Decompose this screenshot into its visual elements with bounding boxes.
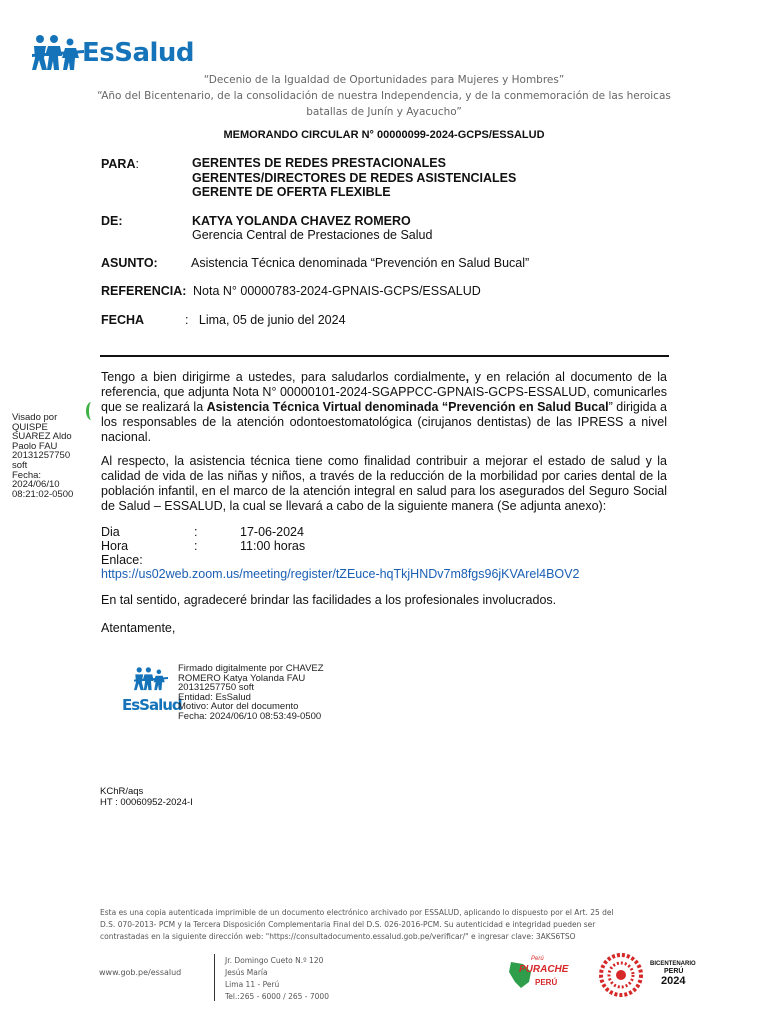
badge-text: PURACHE bbox=[519, 964, 569, 975]
p1-text: Tengo a bien dirigirme a ustedes, para saludarlos cordialmente bbox=[101, 370, 466, 384]
stamp-line: SUAREZ Aldo bbox=[12, 431, 72, 443]
para-line: GERENTES DE REDES PRESTACIONALES bbox=[192, 156, 446, 170]
body-paragraph-1 bbox=[101, 370, 667, 445]
address-line: Jesús María bbox=[225, 968, 268, 977]
fecha-label: FECHA bbox=[101, 313, 145, 327]
note-line: D.S. 070-2013- PCM y la Tercera Disposición Complementaria Final del D.S. 026-2016-PCM. Su autenticidad e integridad pueden ser bbox=[100, 920, 596, 929]
fecha-value: : Lima, 05 de junio del 2024 bbox=[185, 313, 346, 327]
address-line: Tel.:265 - 6000 / 265 - 7000 bbox=[225, 992, 329, 1001]
authenticity-note bbox=[100, 907, 670, 943]
asunto-value: Asistencia Técnica denominada “Prevención en Salud Bucal” bbox=[191, 256, 530, 270]
body-paragraph-3: En tal sentido, agradeceré brindar las facilidades a los profesionales involucrados. bbox=[101, 593, 557, 607]
stamp-line: 2024/06/10 bbox=[12, 479, 60, 491]
bicentenario-rosette-icon bbox=[598, 952, 644, 998]
de-name: KATYA YOLANDA CHAVEZ ROMERO bbox=[192, 214, 411, 228]
badge-text: PERÚ bbox=[664, 968, 684, 975]
hora-value: 11:00 horas bbox=[240, 539, 306, 553]
enlace-label: Enlace: bbox=[101, 553, 143, 567]
signature-logo-wordmark: EsSalud bbox=[122, 696, 182, 714]
stamp-line: Fecha: bbox=[12, 469, 42, 481]
stamp-line: Visado por bbox=[12, 412, 58, 423]
family-icon bbox=[32, 34, 84, 72]
signature-line: ROMERO Katya Yolanda FAU bbox=[178, 672, 306, 684]
dia-label: Dia bbox=[101, 525, 120, 539]
address-line: Jr. Domingo Cueto N.º 120 bbox=[225, 956, 324, 965]
hora-colon: : bbox=[194, 539, 198, 553]
purache-badge bbox=[505, 954, 571, 994]
signature-line: Entidad: EsSalud bbox=[178, 691, 251, 703]
family-icon bbox=[134, 664, 168, 694]
badge-text: PERÚ bbox=[535, 978, 558, 987]
closing: Atentamente, bbox=[101, 621, 176, 635]
para-label: PARA bbox=[101, 157, 136, 171]
side-visado-stamp bbox=[12, 413, 82, 499]
essalud-logo bbox=[32, 34, 202, 74]
para-colon: : bbox=[135, 157, 139, 171]
stamp-line: soft bbox=[12, 459, 28, 471]
dia-value: 17-06-2024 bbox=[240, 525, 304, 539]
footer-separator bbox=[214, 954, 215, 1001]
signature-line: 20131257750 soft bbox=[178, 682, 255, 694]
note-line: contrastadas en la siguiente dirección web: "https://consultadocumento.essalud.gob.pe/verificar/" e ingresar clave: 3AKS6TSO bbox=[100, 932, 576, 941]
hora-label: Hora bbox=[101, 539, 129, 553]
badge-text: BICENTENARIO bbox=[650, 961, 696, 967]
body-paragraph-2: Al respecto, la asistencia técnica tiene como finalidad contribuir a mejorar el estado de salud y la calidad de vida de las niñas y niños, a través de la reducción de la morbilidad por caries dental de la población infantil, en el marco de la atención integral en salud para los asegurados del Seguro Social de Salud – ESSALUD, la cual se llevará a cabo de la siguiente manera (Se adjunta anexo): bbox=[101, 454, 667, 513]
signature-line: Firmado digitalmente por CHAVEZ bbox=[178, 663, 324, 674]
stamp-mark-icon bbox=[86, 402, 97, 420]
logo-wordmark: EsSalud bbox=[82, 38, 195, 68]
divider bbox=[100, 355, 669, 357]
footer-website[interactable]: www.gob.pe/essalud bbox=[99, 968, 182, 977]
p1-comma: , bbox=[465, 370, 470, 384]
signature-logo bbox=[122, 664, 182, 720]
para-line: GERENTES/DIRECTORES DE REDES ASISTENCIALES bbox=[192, 171, 517, 185]
ht-number: HT : 00060952-2024-I bbox=[100, 797, 193, 808]
address-line: Lima 11 - Perú bbox=[225, 980, 280, 989]
motto-line: “Decenio de la Igualdad de Oportunidades para Mujeres y Hombres” bbox=[203, 74, 565, 86]
motto-line: batallas de Junín y Ayacucho” bbox=[306, 106, 462, 118]
stamp-line: 20131257750 bbox=[12, 450, 71, 462]
footer-address bbox=[225, 955, 329, 1003]
referencia-value: Nota N° 00000783-2024-GPNAIS-GCPS/ESSALUD bbox=[193, 284, 481, 298]
stamp-line: QUISPE bbox=[12, 421, 48, 433]
signature-line: Motivo: Autor del documento bbox=[178, 701, 299, 713]
p1-text: y en relación al documento de la referencia, que adjunta Nota N° 00000101-2024-SGAPPCC-GPNAIS-GCPS-ESSALUD, comunicarles que se realizará la bbox=[101, 370, 667, 414]
badge-text: Perú bbox=[531, 956, 544, 962]
memo-title: MEMORANDO CIRCULAR N° 00000099-2024-GCPS/ESSALUD bbox=[223, 129, 545, 141]
de-label: DE: bbox=[101, 214, 123, 228]
note-line: Esta es una copia autenticada imprimible de un documento electrónico archivado por ESSALUD, aplicando lo dispuesto por el Art. 25 del bbox=[100, 908, 614, 917]
dia-colon: : bbox=[194, 525, 198, 539]
para-label-group bbox=[101, 155, 139, 173]
bicentenario-badge bbox=[598, 952, 708, 998]
p1-bold-text: Asistencia Técnica Virtual denominada “Prevención en Salud Bucal bbox=[206, 400, 609, 414]
meeting-link[interactable]: https://us02web.zoom.us/meeting/register/tZEuce-hqTkjHNDv7m8fgs96jKVArel4BOV2 bbox=[101, 567, 580, 581]
digital-signature-text bbox=[178, 664, 324, 722]
motto-line: “Año del Bicentenario, de la consolidación de nuestra Independencia, y de la conmemoración de las heroicas bbox=[97, 90, 671, 102]
signature-line: Fecha: 2024/06/10 08:53:49-0500 bbox=[178, 710, 322, 722]
asunto-label: ASUNTO: bbox=[101, 256, 158, 270]
referencia-label: REFERENCIA: bbox=[101, 284, 187, 298]
para-line: GERENTE DE OFERTA FLEXIBLE bbox=[192, 185, 391, 199]
stamp-line: 08:21:02-0500 bbox=[12, 488, 74, 500]
initials: KChR/aqs bbox=[100, 786, 144, 797]
de-office: Gerencia Central de Prestaciones de Salud bbox=[192, 228, 433, 242]
stamp-line: Paolo FAU bbox=[12, 440, 58, 452]
badge-text: 2024 bbox=[661, 975, 686, 987]
p1-text: ” dirigida a los responsables de la atención odontoestomatológica (cirujanos dentistas) de las IPRESS a nivel nacional. bbox=[101, 400, 667, 444]
